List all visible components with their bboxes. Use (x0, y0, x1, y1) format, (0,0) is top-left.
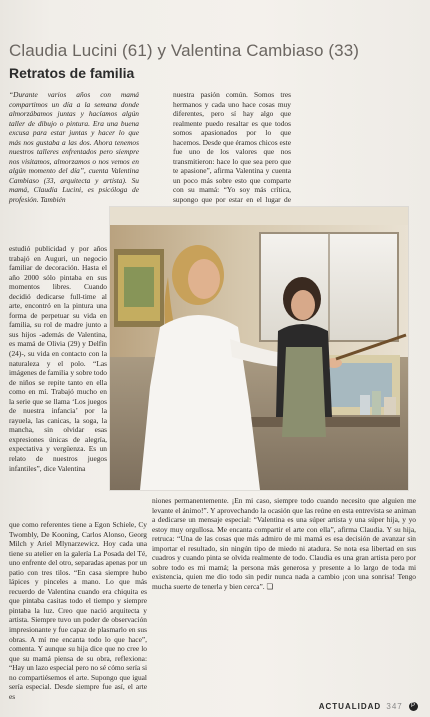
photo-illustration (110, 207, 408, 490)
page-footer (319, 702, 418, 711)
body-text-column-2-bottom (152, 496, 416, 591)
paragraph: que como referentes tiene a Egon Schiele, Cy Twombly, De Kooning, Carlos Alonso, Georg Milch y Ariel Mlynarzewicz. Hoy cada una tiene su atelier en la galería La Posada del Té, uno enfrente del otro, separadas apenas por un patio con tres tilos. “En casa siempre hubo lápices y pinceles a mano. Lo que más recuerdo de Valentina cuando era chiquita es que pintaba casitas todo el tiempo y siempre pintaba la luz. Creo que nació arquitecta y artista. Siempre tuvo un poder de observación impresionante y fue capaz de plasmarlo en sus obras. A mí me encanta todo lo que hace”, comenta. Y aunque su hija dice que no cree lo que su mamá piensa de su obra, reflexiona: “Hay un lazo especial pero no sé cómo sería si no compartiésemos el arte. Supongo que igual sería especial. Desde siempre fue así, el arte es (9, 520, 147, 701)
paragraph: nuestra pasión común. Somos tres hermanos y cada uno hace cosas muy diferentes, pero sí hay algo que realmente puedo resaltar es que todos somos apasionados por lo que hacemos. Desde que éramos chicos este fue uno de los valores que nos transmitieron: hace lo que sea pero que te apasione”, afirma Valentina y cuenta un poco más sobre esto que comparte con su mamá: “Yo soy más crítica, supongo que por estar en el lugar de (173, 90, 291, 205)
paragraph: “Durante varios años con mamá compartimos un día a la semana donde almorzábamos juntas y hacíamos algún taller de dibujo o pintura. Era una buena excusa para estar juntas y hacer lo que más nos gustaba a las dos. Ahora tenemos nuestros talleres enfrentados pero siempre nos visitamos, almorzamos o nos vemos en algún momento del día”, cuenta Valentina Cambiaso (33, arquitecta y artista). Su mamá, Claudia Lucini, es psicóloga de profesión. También (9, 90, 139, 205)
paragraph: estudió publicidad y por años trabajó en Auguri, un negocio familiar de decoración. Hasta el año 2000 sólo pintaba en sus momentos libres. Cuando decidió dedicarse full-time al arte, encontró en la pintura una forma de perpetuar su vida en familia, su rol de madre junto a sus hijos -además de Valentina, es mamá de Olivia (29) y Delfín (24)-, su vida en contacto con la naturaleza y el polo. “Las imágenes de familia y sobre todo de niños se repite tanto en ella como en mí. Trabajó mucho en la serie que se llama ‘Los juegos de nuestra infancia’ por la rayuela, las canicas, la soga, la mancha, sin olvidar esas expresiones únicas de alegría, expectativa y vergüenza. Es un relato de nuestros juegos infantiles”, dice Valentina (9, 244, 107, 473)
body-text-column-1-wrap (9, 244, 107, 473)
article-subtitle: Retratos de familia (9, 65, 135, 81)
article-photo (110, 207, 408, 490)
paragraph: niones permanentemente. ¡En mi caso, siempre todo cuando necesito que alguien me levante el ánimo!”. Y aprovechando la ocasión que las reúne en esta entrevista se animan a dedicarse un mensaje especial: “Valentina es una súper artista y una súper hija, y yo estoy muy orgullosa. Me encanta compartir el arte con ella”, afirma Claudia. Y su hija, retruca: “Una de las cosas que más admiro de mi mamá es esa decisión de avanzar sin importar el resultado, sin ningún tipo de miedo ni atadura. Se nota esa libertad en sus cuadros y cuando pinta se olvida realmente de todo. Claudia es una gran artista pero por sobre todo es mi mamá; la persona más generosa y presente a lo largo de toda mi existencia, quien me dio todo sin pedir nunca nada a cambio ¡con una sonrisa! Tengo mucha suerte de tenerla y bien cerca”. ❏ (152, 496, 416, 591)
magazine-logo-icon: P (410, 703, 416, 709)
section-label: ACTUALIDAD (318, 701, 382, 711)
body-text-column-2-top (173, 90, 291, 214)
page-number: 347 (386, 701, 403, 711)
article-title: Claudia Lucini (61) y Valentina Cambiaso (33) (9, 41, 360, 60)
body-text-column-1-bottom (9, 520, 147, 701)
body-text-column-1-top (9, 90, 139, 205)
